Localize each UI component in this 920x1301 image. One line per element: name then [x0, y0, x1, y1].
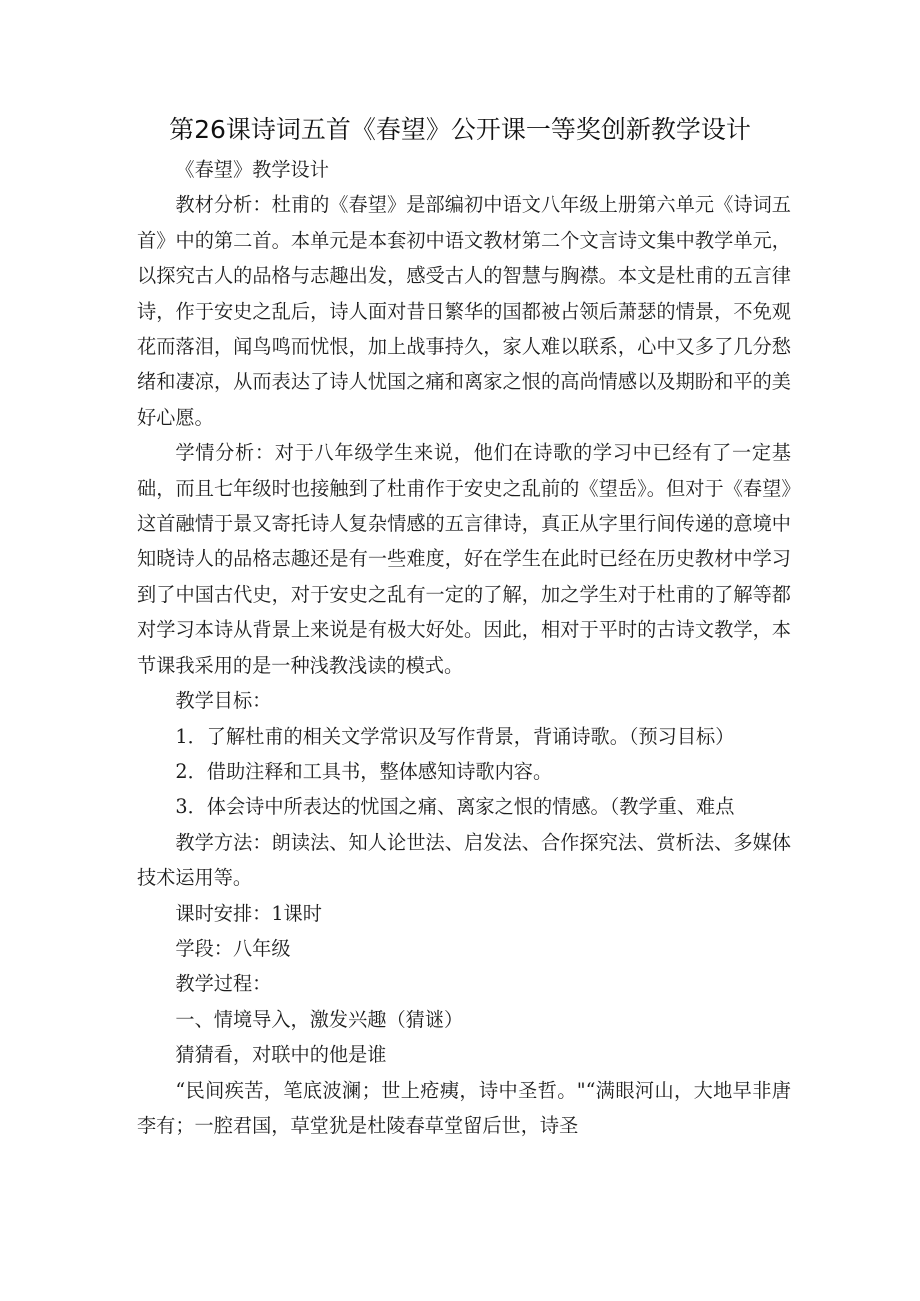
paragraph-section-1-heading: 一、情境导入，激发兴趣（猜谜） [175, 1007, 464, 1031]
paragraph-grade: 学段：八年级 [175, 936, 291, 960]
paragraph-process-heading: 教学过程： [175, 972, 272, 996]
paragraph-student-analysis: 学情分析：对于八年级学生来说，他们在诗歌的学习中已经有了一定基础，而且七年级时也接触到了杜甫作于安史之乱前的《望岳》。但对于《春望》这首融情于景又寄托诗人复杂情感的五言律诗，真正从字里行间传递的意境中知晓诗人的品格志趣还是有一些难度，好在学生在此时已经在历史教材中学习到了中国古代史，对于安史之乱有一定的了解，加之学生对于杜甫的了解等都对学习本诗从背景上来说是有极大好处。因此，相对于平时的古诗文教学，本节课我采用的是一种浅教浅读的模式。 [137, 441, 791, 677]
paragraph-guess-prompt: 猜猜看，对联中的他是谁 [175, 1043, 387, 1067]
subtitle: 《春望》教学设计 [175, 158, 329, 181]
paragraph-couplet-quote: “民间疾苦，笔底波澜；世上疮痍，诗中圣哲。"“满眼河山，大地早非唐李有；一腔君国，草堂犹是杜陵春草堂留后世，诗圣 [137, 1078, 791, 1137]
paragraph-goal-3: 3．体会诗中所表达的忧国之痛、离家之恨的情感。（教学重、难点 [175, 795, 735, 819]
paragraph-goal-2: 2．借助注释和工具书，整体感知诗歌内容。 [175, 759, 553, 783]
paragraph-goal-1: 1．了解杜甫的相关文学常识及写作背景，背诵诗歌。（预习目标） [175, 724, 735, 748]
paragraph-textbook-analysis: 教材分析：杜甫的《春望》是部编初中语文八年级上册第六单元《诗词五首》中的第二首。本单元是本套初中语文教材第二个文言诗文集中教学单元，以探究古人的品格与志趣出发，感受古人的智慧与胸襟。本文是杜甫的五言律诗，作于安史之乱后，诗人面对昔日繁华的国都被占领后萧瑟的情景，不免观花而落泪，闻鸟鸣而忧恨，加上战事持久，家人难以联系，心中又多了几分愁绪和凄凉，从而表达了诗人忧国之痛和离家之恨的高尚情感以及期盼和平的美好心愿。 [137, 193, 791, 429]
document-title: 第26课诗词五首《春望》公开课一等奖创新教学设计 [169, 115, 751, 144]
paragraph-class-hours: 课时安排：1课时 [175, 901, 322, 925]
document-body [137, 152, 791, 1143]
paragraph-teaching-goals-heading: 教学目标： [175, 689, 272, 713]
paragraph-teaching-methods: 教学方法：朗读法、知人论世法、启发法、合作探究法、赏析法、多媒体技术运用等。 [137, 830, 791, 890]
